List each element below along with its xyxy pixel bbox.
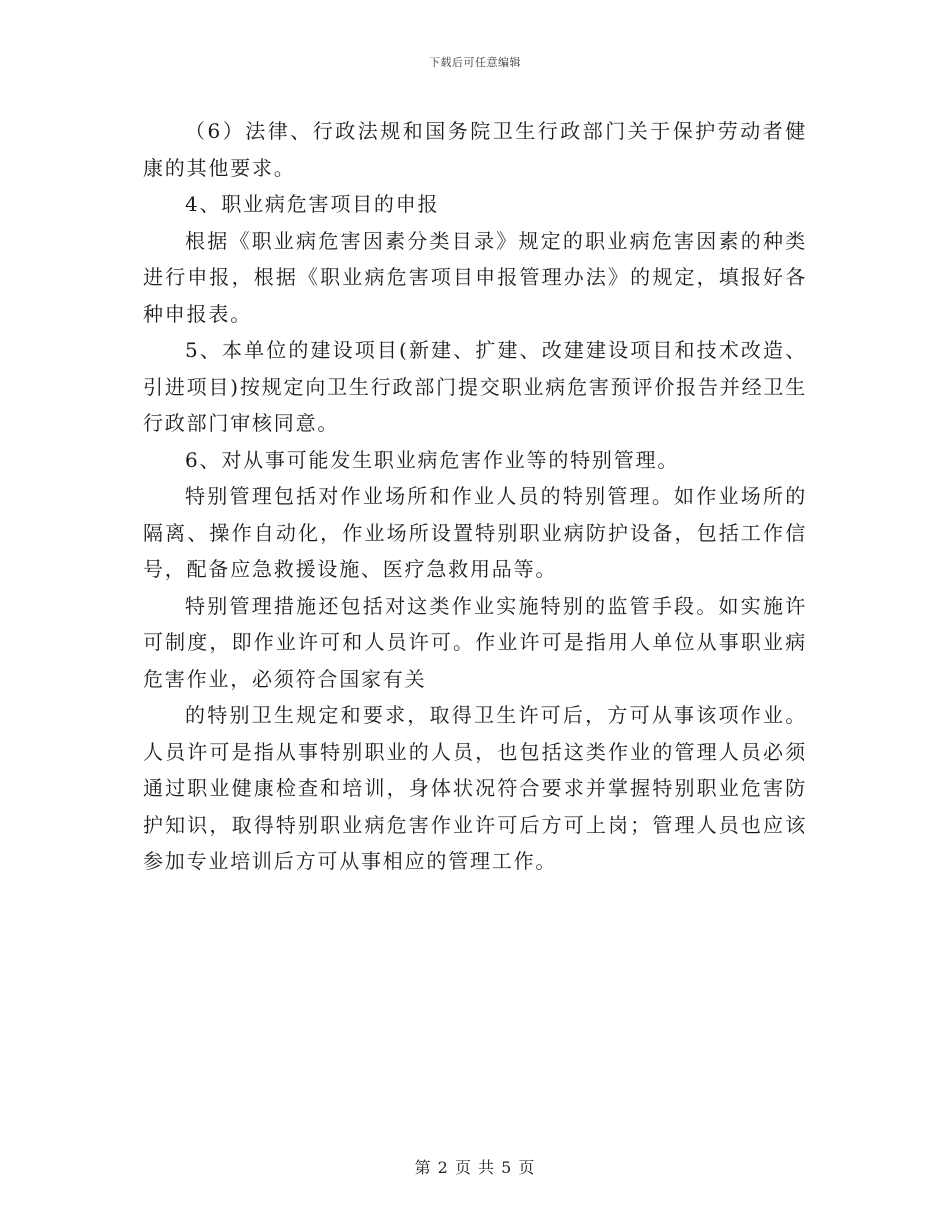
document-body [143,113,807,880]
page-number: 第 2 页 共 5 页 [414,1158,536,1177]
page-header: 下载后可任意编辑 [429,56,521,69]
paragraph-permit-requirements: 的特别卫生规定和要求，取得卫生许可后，方可从事该项作业。人员许可是指从事特别职业的人员，也包括这类作业的管理人员必须通过职业健康检查和培训，身体状况符合要求并掌握特别职业危害防护知识，取得特别职业病危害作业许可后方可上岗；管理人员也应该参加专业培训后方可从事相应的管理工作。 [143,703,807,873]
paragraph-construction-projects: 5、本单位的建设项目(新建、扩建、改建建设项目和技术改造、引进项目)按规定向卫生行政部门提交职业病危害预评价报告并经卫生行政部门审核同意。 [143,338,807,435]
section-heading-hazard-declaration: 4、职业病危害项目的申报 [185,192,440,216]
section-heading-special-management: 6、对从事可能发生职业病危害作业等的特别管理。 [185,447,680,472]
page-footer [0,1155,950,1178]
paragraph-special-management-scope: 特别管理包括对作业场所和作业人员的特别管理。如作业场所的隔离、操作自动化，作业场所设置特别职业病防护设备，包括工作信号，配备应急救援设施、医疗急救用品等。 [143,484,807,581]
paragraph-legal-requirements: （6）法律、行政法规和国务院卫生行政部门关于保护劳动者健康的其他要求。 [143,119,807,180]
paragraph-declaration-basis: 根据《职业病危害因素分类目录》规定的职业病危害因素的种类进行申报，根据《职业病危害项目申报管理办法》的规定，填报好各种申报表。 [143,228,807,326]
paragraph-special-management-measures: 特别管理措施还包括对这类作业实施特别的监管手段。如实施许可制度，即作业许可和人员许可。作业许可是指用人单位从事职业病危害作业，必须符合国家有关 [143,593,807,691]
